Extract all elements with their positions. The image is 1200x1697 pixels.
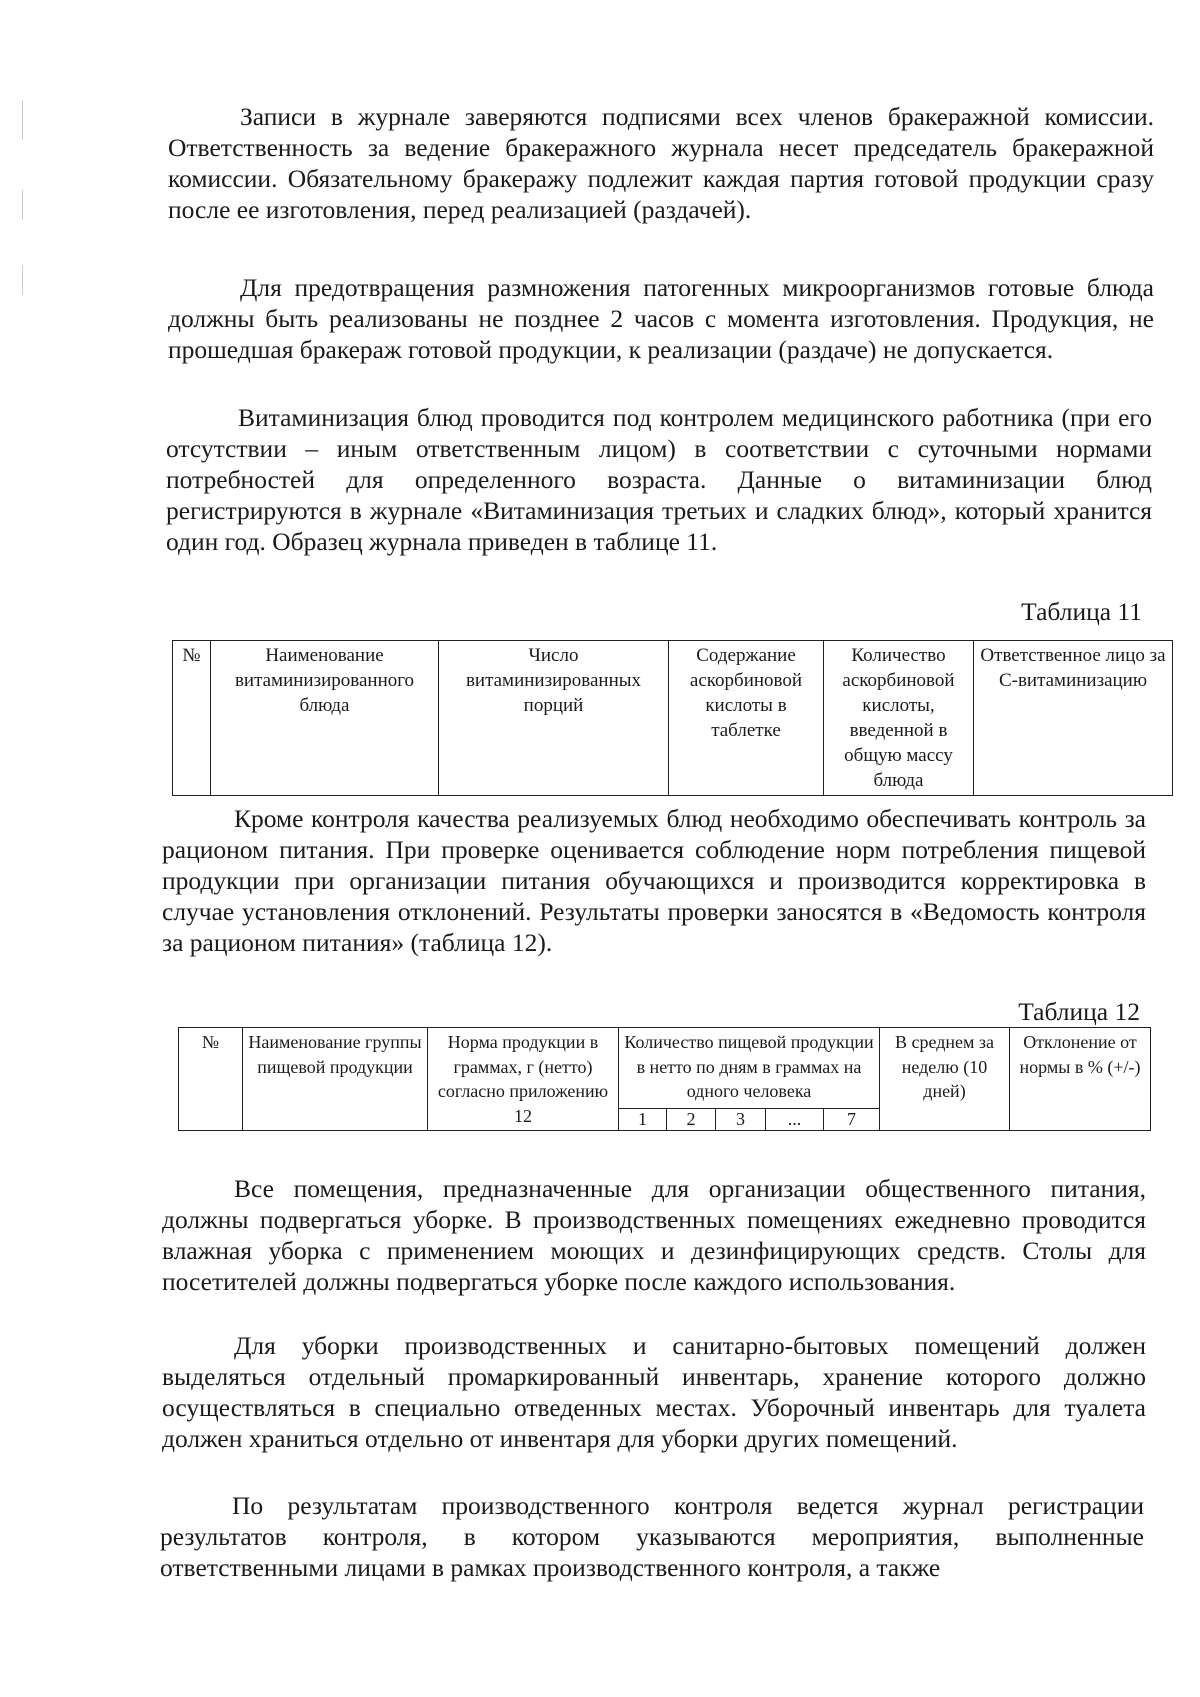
day-column-header: 3 — [716, 1109, 766, 1131]
column-header: Норма продукции в граммах, г (нетто) согласно приложению 12 — [428, 1028, 619, 1131]
table-12 — [178, 1027, 1151, 1131]
day-column-header: ... — [766, 1109, 824, 1131]
column-header: Отклонение от нормы в % (+/-) — [1010, 1028, 1151, 1131]
paragraph: Записи в журнале заверяются подписями всех членов бракеражной комиссии. Ответственность за ведение бракеражного журнала несет председатель бракеражной комиссии. Обязательному бракеражу подлежит каждая партия готовой продукции сразу после ее изготовления, перед реализацией (раздачей). — [168, 102, 1154, 224]
table-12-caption: Таблица 12 — [1018, 997, 1140, 1026]
paragraph: Для предотвращения размножения патогенных микроорганизмов готовые блюда должны быть реализованы не позднее 2 часов с момента изготовления. Продукция, не прошедшая бракераж готовой продукции, к реализации (раздаче) не допускается. — [168, 273, 1154, 364]
column-header: В среднем за неделю (10 дней) — [880, 1028, 1010, 1131]
day-column-header: 1 — [619, 1109, 667, 1131]
table-header-row — [179, 1028, 1151, 1109]
day-column-header: 7 — [824, 1109, 880, 1131]
column-header: Наименование витаминизированного блюда — [211, 641, 439, 796]
paragraph: По результатам производственного контроля ведется журнал регистрации результатов контроля, в котором указываются мероприятия, выполненные ответственными лицами в рамках производственного контроля, а также — [160, 1491, 1144, 1582]
scan-edge-mark — [22, 100, 23, 140]
column-header: Содержание аскорбиновой кислоты в таблетке — [669, 641, 824, 796]
paragraph: Витаминизация блюд проводится под контролем медицинского работника (при его отсутствии – иным ответственным лицом) в соответствии с суточными нормами потребностей для определенного возраста. Данные о витаминизации блюд регистрируются в журнале «Витаминизация третьих и сладких блюд», который хранится один год. Образец журнала приведен в таблице 11. — [166, 403, 1152, 556]
column-header: Ответственное лицо за С-витаминизацию — [974, 641, 1173, 796]
paragraph: Для уборки производственных и санитарно-бытовых помещений должен выделяться отдельный промаркированный инвентарь, хранение которого должно осуществляться в специально отведенных местах. Уборочный инвентарь для туалета должен храниться отдельно от инвентаря для уборки других помещений. — [162, 1331, 1146, 1453]
paragraph: Все помещения, предназначенные для организации общественного питания, должны подвергаться уборке. В производственных помещениях ежедневно проводится влажная уборка с применением моющих и дезинфицирующих средств. Столы для посетителей должны подвергаться уборке после каждого использования. — [162, 1174, 1146, 1296]
scan-edge-mark — [22, 265, 23, 295]
column-header: № — [173, 641, 211, 796]
column-header: Количество пищевой продукции в нетто по дням в граммах на одного человека — [619, 1028, 880, 1109]
day-column-header: 2 — [667, 1109, 716, 1131]
column-header: Количество аскорбиновой кислоты, введенной в общую массу блюда — [824, 641, 974, 796]
column-header: Число витаминизированных порций — [439, 641, 669, 796]
column-header: № — [179, 1028, 243, 1131]
table-11 — [172, 640, 1173, 796]
table-11-caption: Таблица 11 — [1021, 597, 1142, 626]
table-header-row — [173, 641, 1173, 796]
column-header: Наименование группы пищевой продукции — [243, 1028, 428, 1131]
scan-edge-mark — [22, 190, 23, 220]
paragraph: Кроме контроля качества реализуемых блюд необходимо обеспечивать контроль за рационом питания. При проверке оценивается соблюдение норм потребления пищевой продукции при организации питания обучающихся и производится корректировка в случае установления отклонений. Результаты проверки заносятся в «Ведомость контроля за рационом питания» (таблица 12). — [162, 804, 1146, 957]
